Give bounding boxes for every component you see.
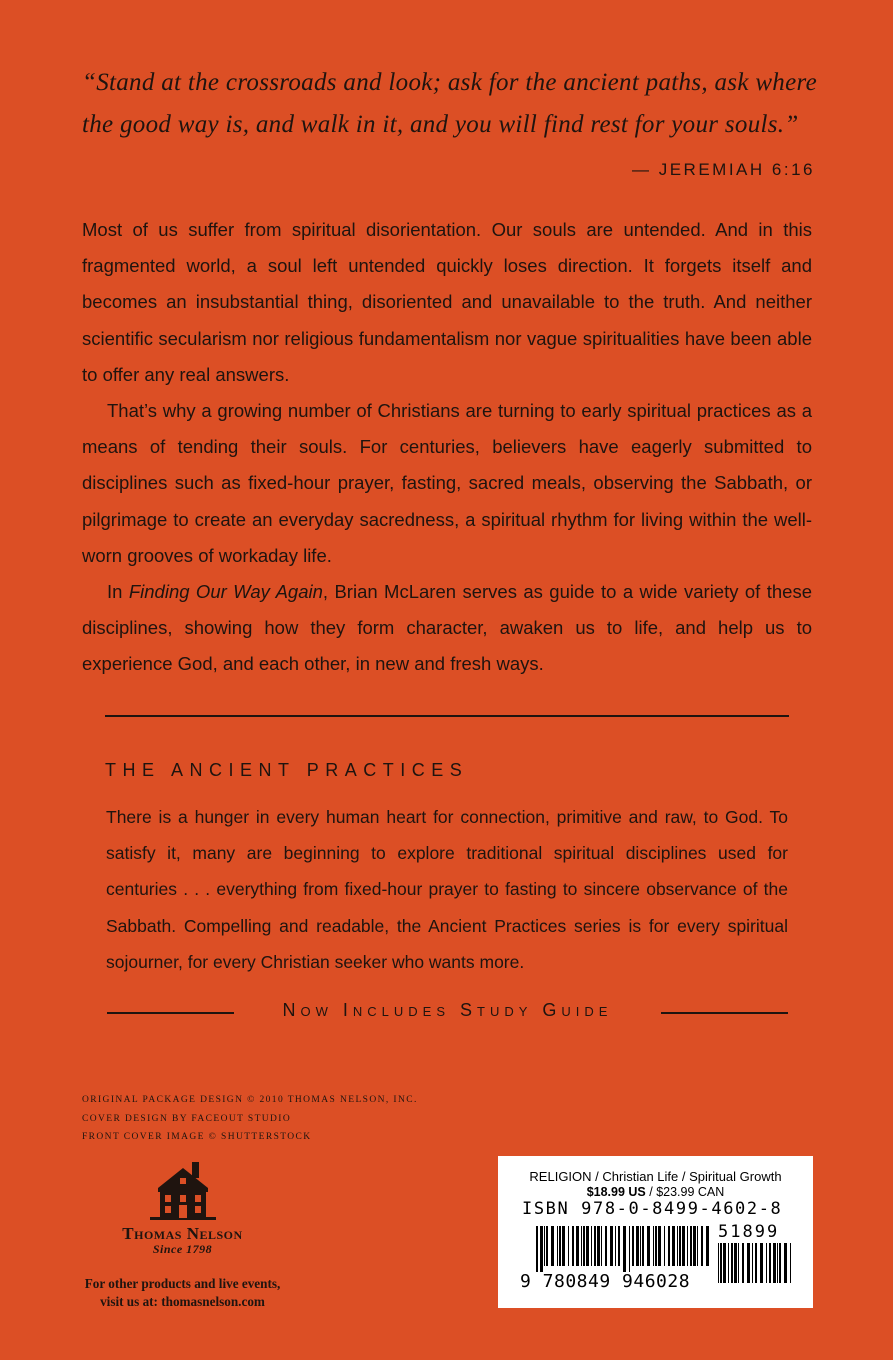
barcode-bar	[672, 1226, 675, 1266]
barcode-bar	[655, 1226, 657, 1266]
barcode-bar	[784, 1243, 787, 1283]
credit-line: COVER DESIGN BY FACEOUT STUDIO	[82, 1113, 292, 1124]
barcode-bar	[790, 1243, 791, 1283]
barcode-bar	[755, 1243, 757, 1283]
barcode-bar	[581, 1226, 582, 1266]
bisac-category: RELIGION / Christian Life / Spiritual Growth	[529, 1169, 782, 1184]
barcode-bar	[540, 1226, 543, 1272]
publisher-logo	[100, 1160, 265, 1257]
barcode-bar	[682, 1226, 685, 1266]
visit-line-2: visit us at: thomasnelson.com	[100, 1294, 265, 1309]
barcode-bar	[636, 1226, 639, 1266]
description-paragraph-3	[82, 574, 812, 683]
barcode-bar	[677, 1226, 678, 1266]
barcode-bar	[723, 1243, 726, 1283]
price-addon-digits: 51899	[718, 1222, 780, 1242]
description-paragraph-2: That’s why a growing number of Christians are turning to early spiritual practices as a means of tending their souls. For centuries, believers have eagerly submitted to disciplines such as fixed-hour prayer, fasting, sacred meals, observing the Sabbath, or pilgrimage to create an everyday sacredness, a spiritual rhythm for living within the well-worn grooves of workaday life.	[82, 400, 812, 566]
credit-line: FRONT COVER IMAGE © SHUTTERSTOCK	[82, 1132, 312, 1142]
barcode-bar	[769, 1243, 771, 1283]
barcode-bar	[687, 1226, 688, 1266]
study-guide-label: Now Includes Study Guide	[282, 1000, 613, 1020]
ean-digits: 9 780849 946028	[520, 1271, 691, 1292]
barcode-bar	[642, 1226, 644, 1266]
barcode-bar	[752, 1243, 753, 1283]
barcode-bar	[591, 1226, 592, 1266]
barcode-bar	[734, 1243, 737, 1283]
barcode-bar	[728, 1243, 729, 1283]
description-paragraph-1: Most of us suffer from spiritual disorientation. Our souls are untended. And in this fragmented world, a soul left untended quickly loses direction. It forgets itself and becomes an insubstantial thing, disoriented and unavailable to the truth. And neither scientific secularism nor religious fundamentalism nor vague spiritualities have been able to offer any real answers.	[82, 219, 812, 385]
book-description	[82, 212, 812, 683]
paragraph-3-lead: In	[107, 581, 129, 603]
price-can: $23.99 CAN	[656, 1185, 725, 1199]
barcode-label	[498, 1156, 813, 1308]
barcode-bar	[731, 1243, 733, 1283]
publisher-since: Since 1798	[152, 1242, 213, 1256]
barcode-bar	[546, 1226, 548, 1266]
barcode-bar	[568, 1226, 569, 1266]
barcode-bar	[742, 1243, 744, 1283]
barcode-bar	[586, 1226, 589, 1266]
barcode-bar	[738, 1243, 739, 1283]
barcode-bar	[629, 1226, 630, 1272]
barcode-bar	[618, 1226, 620, 1266]
book-title: Finding Our Way Again	[128, 581, 323, 603]
section-divider	[105, 715, 789, 717]
barcode-bar	[615, 1226, 616, 1266]
barcode-bar	[647, 1226, 650, 1266]
design-credits	[82, 1091, 418, 1147]
barcode-bar	[610, 1226, 613, 1266]
epigraph-quote: “Stand at the crossroads and look; ask for the ancient paths, ask where the good way is, and walk in it, and you will find rest for your souls.”	[82, 69, 817, 138]
barcode-bar	[551, 1226, 554, 1266]
barcode-bar	[536, 1226, 538, 1272]
barcode-bar	[605, 1226, 607, 1266]
isbn-text: ISBN 978-0-8499-4602-8	[522, 1199, 783, 1219]
barcode-bar	[760, 1243, 763, 1283]
barcode-bar	[779, 1243, 781, 1283]
visit-line-1: For other products and live events,	[84, 1276, 281, 1291]
barcode-bar	[693, 1226, 696, 1266]
barcode-bar	[640, 1226, 641, 1266]
price-separator: /	[645, 1185, 657, 1199]
barcode-bar	[557, 1226, 558, 1266]
barcode-bar	[766, 1243, 767, 1283]
barcode-bar	[653, 1226, 654, 1266]
barcode-bar	[576, 1226, 579, 1266]
publisher-name: Thomas Nelson	[122, 1224, 243, 1243]
series-heading: THE ANCIENT PRACTICES	[105, 760, 469, 780]
barcode-bar	[601, 1226, 602, 1266]
barcode-bar	[679, 1226, 681, 1266]
barcode-bar	[706, 1226, 709, 1266]
paragraph-3-rest: , Brian McLaren serves as guide to a wide variety of these disciplines, showing how they form character, awaken us to life, and help us to experience God, and each other, in new and fresh ways.	[82, 581, 812, 675]
barcode-bar	[690, 1226, 692, 1266]
barcode-bar	[572, 1226, 574, 1266]
barcode-bar	[720, 1243, 722, 1283]
barcode-bar	[777, 1243, 778, 1283]
study-guide-rule-right	[661, 1012, 788, 1014]
price-addon-barcode	[718, 1243, 794, 1289]
barcode-bar	[562, 1226, 565, 1266]
study-guide-banner	[107, 1000, 788, 1024]
barcode-bar	[658, 1226, 661, 1266]
barcode-bar	[597, 1226, 600, 1266]
barcode-bar	[583, 1226, 585, 1266]
barcode-bar	[594, 1226, 596, 1266]
ean-barcode	[536, 1226, 710, 1272]
price-line	[498, 1185, 813, 1199]
barcode-bar	[718, 1243, 719, 1283]
credit-line: ORIGINAL PACKAGE DESIGN © 2010 THOMAS NELSON, INC.	[82, 1095, 418, 1105]
barcode-bar	[701, 1226, 703, 1266]
barcode-bar	[664, 1226, 665, 1266]
barcode-bar	[747, 1243, 750, 1283]
barcode-bar	[623, 1226, 626, 1272]
barcode-bar	[773, 1243, 776, 1283]
study-guide-rule-left	[107, 1012, 234, 1014]
barcode-bar	[559, 1226, 561, 1266]
series-description: There is a hunger in every human heart for connection, primitive and raw, to God. To satisfy it, many are beginning to explore traditional spiritual disciplines used for centuries . . . everything from fixed-hour prayer to fasting to sincere observance of the Sabbath. Compelling and readable, the Ancient Practices series is for every spiritual sojourner, for every Christian seeker who wants more.	[106, 807, 788, 972]
barcode-bar	[632, 1226, 634, 1266]
price-us: $18.99 US	[586, 1185, 646, 1199]
publisher-website-note	[80, 1275, 285, 1311]
barcode-bar	[544, 1226, 545, 1266]
house-logo-icon	[148, 1160, 218, 1222]
epigraph-attribution: — JEREMIAH 6:16	[632, 160, 815, 179]
barcode-bar	[668, 1226, 670, 1266]
barcode-bar	[697, 1226, 698, 1266]
